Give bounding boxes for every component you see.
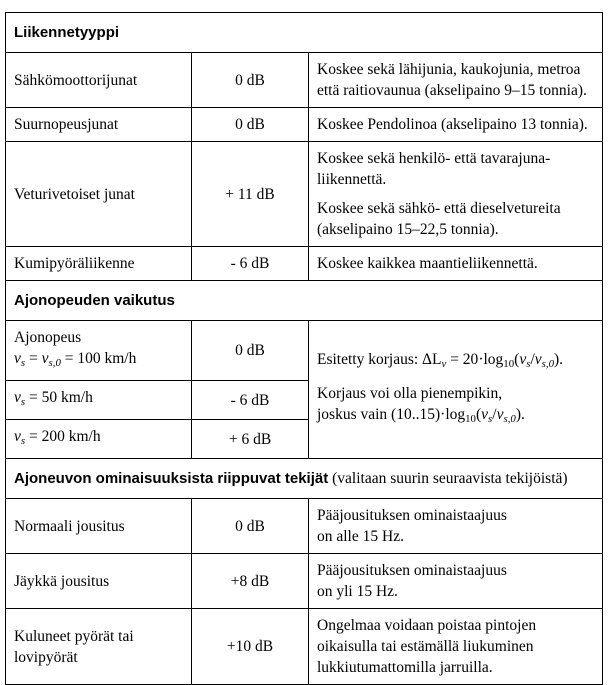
- row-value: - 6 dB: [192, 247, 309, 281]
- speed-label: Ajonopeus: [14, 329, 82, 346]
- table-row: [6, 321, 603, 381]
- section-note: (valitaan suurin seuraavista tekijöistä): [328, 470, 568, 487]
- row-name: [6, 321, 192, 381]
- formula-paragraph: Korjaus voi olla pienempikin, joskus vain $(10..15)\cdot\log_{10}(v_s/v_{s,0})$.: [317, 385, 525, 425]
- table-row: [6, 247, 603, 281]
- section-title-vehicle-factors: Ajoneuvon ominaisuuksista riippuvat tekijät (valitaan suurin seuraavista tekijöistä): [6, 459, 603, 499]
- table-row: [6, 53, 603, 108]
- row-value: 0 dB: [192, 499, 309, 554]
- row-value: +8 dB: [192, 554, 309, 609]
- noise-correction-table: [5, 12, 603, 685]
- section-header-row: [6, 459, 603, 499]
- section-header-row: [6, 13, 603, 53]
- row-value: 0 dB: [192, 108, 309, 142]
- row-value: +10 dB: [192, 609, 309, 685]
- formula-paragraph: Esitetty korjaus: $\Delta L_v = 20\cdot\log_{10}(v_s/v_{s,0})$.: [317, 351, 564, 370]
- table-row: [6, 554, 603, 609]
- speed-equation: $v_s = 200$ km/h: [6, 420, 192, 459]
- row-name: Kuluneet pyörät tai lovipyörät: [6, 609, 192, 685]
- row-name: Sähkömoottorijunat: [6, 53, 192, 108]
- section-header-row: [6, 281, 603, 321]
- description-paragraph: Koskee sekä henkilö- että tavarajuna-liikennettä.: [317, 150, 551, 188]
- section-title-speed-effect: Ajonopeuden vaikutus: [6, 281, 603, 321]
- description-paragraph: Koskee sekä sähkö- että dieselvetureita (akselipaino 15–22,5 tonnia).: [317, 200, 561, 238]
- table-row: [6, 108, 603, 142]
- row-name: Normaali jousitus: [6, 499, 192, 554]
- table-row: [6, 499, 603, 554]
- row-description: [309, 142, 603, 247]
- row-value: 0 dB: [192, 53, 309, 108]
- speed-correction-description: [309, 321, 603, 459]
- table-row: [6, 142, 603, 247]
- speed-equation: $v_s = v_{s,0} = 100$ km/h: [14, 350, 137, 369]
- row-value: + 11 dB: [192, 142, 309, 247]
- row-description: Pääjousituksen ominaistaajuus on alle 15 Hz.: [309, 499, 603, 554]
- row-description: Koskee sekä lähijunia, kaukojunia, metroa että raitiovaunua (akselipaino 9–15 tonnia).: [309, 53, 603, 108]
- row-name: Kumipyöräliikenne: [6, 247, 192, 281]
- row-description: Pääjousituksen ominaistaajuus on yli 15 Hz.: [309, 554, 603, 609]
- row-description: Ongelmaa voidaan poistaa pintojen oikaisulla tai estämällä liukuminen lukkiutumattomilla jarruilla.: [309, 609, 603, 685]
- row-value: - 6 dB: [192, 381, 309, 420]
- row-name: Veturivetoiset junat: [6, 142, 192, 247]
- row-description: Koskee kaikkea maantieliikennettä.: [309, 247, 603, 281]
- section-title-traffic-type: Liikennetyyppi: [6, 13, 603, 53]
- row-value: + 6 dB: [192, 420, 309, 459]
- row-name: Suurnopeusjunat: [6, 108, 192, 142]
- table-row: [6, 609, 603, 685]
- speed-equation: $v_s = 50$ km/h: [6, 381, 192, 420]
- row-name: Jäykkä jousitus: [6, 554, 192, 609]
- row-description: Koskee Pendolinoa (akselipaino 13 tonnia).: [309, 108, 603, 142]
- row-value: 0 dB: [192, 321, 309, 381]
